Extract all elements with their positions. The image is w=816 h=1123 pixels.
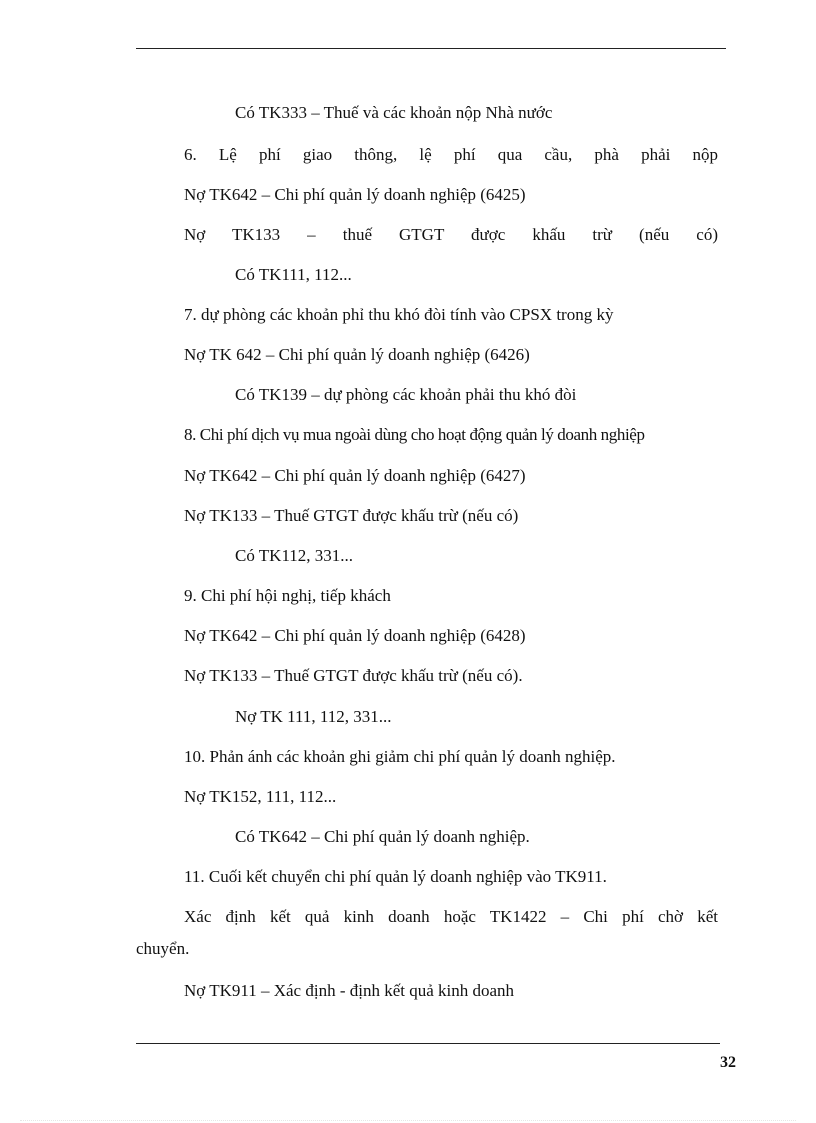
section-heading: 9. Chi phí hội nghị, tiếp khách: [184, 586, 391, 605]
text-line: Nợ TK152, 111, 112...: [184, 787, 337, 806]
text-line: Có TK111, 112...: [235, 265, 352, 284]
text-line: Nợ TK 642 – Chi phí quản lý doanh nghiệp (6426): [184, 345, 530, 364]
section-heading: 7. dự phòng các khoản phỉ thu khó đòi tính vào CPSX trong kỳ: [184, 305, 614, 324]
page-number: 32: [720, 1054, 736, 1071]
section-heading: 10. Phản ánh các khoản ghi giảm chi phí quản lý doanh nghiệp.: [184, 747, 616, 766]
section-heading: 6. Lệ phí giao thông, lệ phí qua cầu, phà phải nộp: [184, 145, 718, 164]
text-line: Có TK333 – Thuế và các khoản nộp Nhà nước: [235, 103, 553, 122]
page-edge-dots: [20, 1120, 796, 1121]
section-heading: 8. Chi phí dịch vụ mua ngoài dùng cho hoạt động quản lý doanh nghiệp: [184, 425, 645, 444]
text-line: Nợ TK642 – Chi phí quản lý doanh nghiệp (6427): [184, 466, 526, 485]
text-line: Có TK139 – dự phòng các khoản phải thu khó đòi: [235, 385, 577, 404]
text-line: Nợ TK642 – Chi phí quản lý doanh nghiệp (6425): [184, 185, 526, 204]
header-rule: [136, 48, 726, 49]
paragraph-line: Xác định kết quả kinh doanh hoặc TK1422 – Chi phí chờ kết: [184, 907, 718, 926]
paragraph-line: chuyển.: [136, 939, 190, 958]
text-line: Nợ TK642 – Chi phí quản lý doanh nghiệp (6428): [184, 626, 526, 645]
text-line: Nợ TK911 – Xác định - định kết quả kinh doanh: [184, 981, 515, 1000]
text-line: Có TK642 – Chi phí quản lý doanh nghiệp.: [235, 827, 530, 846]
text-line: Nợ TK133 – Thuế GTGT được khấu trừ (nếu có): [184, 506, 519, 525]
text-line: Nợ TK 111, 112, 331...: [235, 707, 392, 726]
footer-rule: [136, 1043, 720, 1044]
text-line: Có TK112, 331...: [235, 546, 354, 565]
text-line: Nợ TK133 – Thuế GTGT được khấu trừ (nếu có).: [184, 666, 523, 685]
text-line: Nợ TK133 – thuế GTGT được khấu trừ (nếu có): [184, 225, 718, 244]
section-heading: 11. Cuối kết chuyển chi phí quản lý doanh nghiệp vào TK911.: [184, 867, 607, 886]
